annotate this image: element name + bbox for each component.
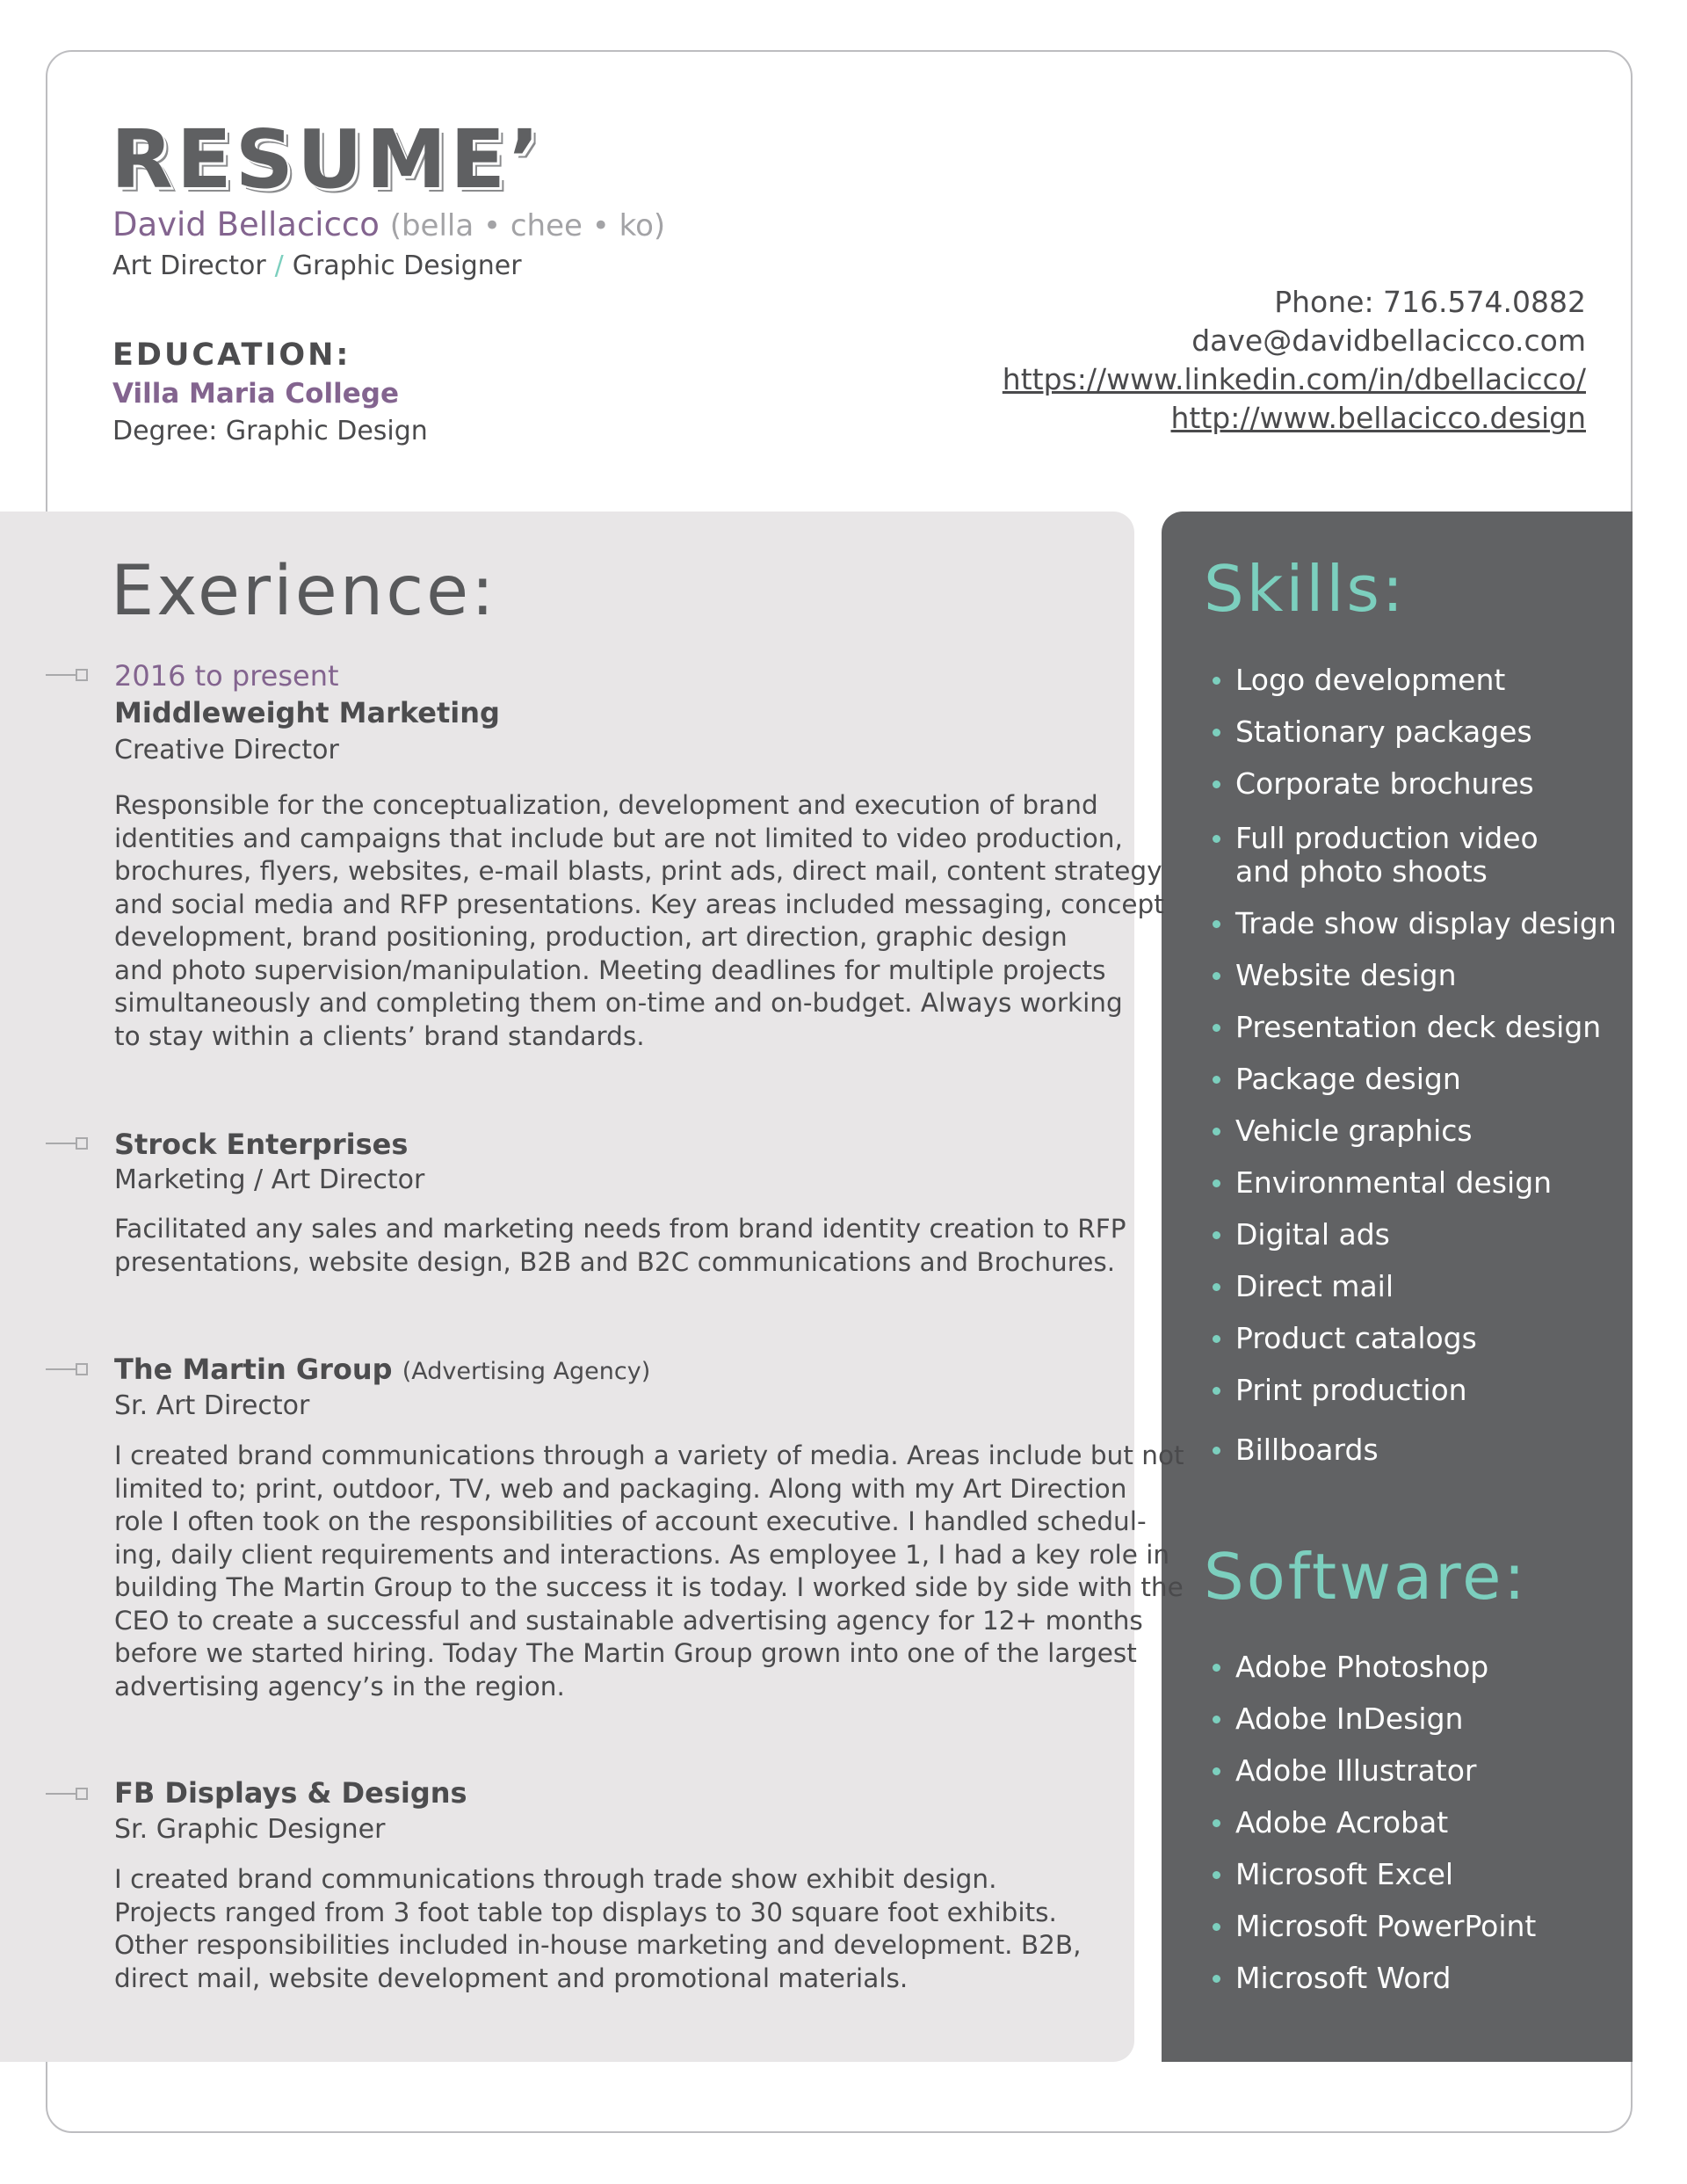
candidate-name: David Bellacicco	[112, 206, 380, 243]
timeline-tick	[46, 1368, 76, 1370]
timeline-box	[76, 669, 88, 681]
timeline-tick	[46, 1143, 76, 1144]
job-title: Sr. Art Director	[114, 1390, 310, 1421]
job-date: 2016 to present	[114, 659, 339, 693]
skill-item: Stationary packages	[1213, 715, 1617, 749]
resume-title: RESUME’	[111, 112, 543, 207]
name-pronunciation: (bella • chee • ko)	[389, 208, 666, 243]
skills-heading: Skills:	[1204, 552, 1407, 626]
software-heading: Software:	[1204, 1540, 1528, 1614]
skills-list	[1213, 664, 1617, 1467]
timeline-box	[76, 1137, 88, 1150]
job-company-note: (Advertising Agency)	[402, 1358, 651, 1385]
job-description: I created brand communications through a variety of media. Areas include but not limited to; print, outdoor, TV, web and packaging. Along with my Art Direction role I often took on the responsibilities of account executive. I handled schedul- ing, daily client requirements and interactions. As employee 1, I had a key role in building The Martin Group to the success it is today. I worked side by side with the CEO to create a successful and sustainable advertising agency for 12+ months before we started hiring. Today The Martin Group grown into one of the largest advertising agency’s in the region.	[114, 1440, 1184, 1701]
skill-item: Direct mail	[1213, 1270, 1617, 1303]
skill-item: Product catalogs	[1213, 1322, 1617, 1355]
contact-email[interactable]: dave@davidbellacicco.com	[1191, 323, 1586, 358]
software-item: Adobe Acrobat	[1213, 1806, 1536, 1839]
skill-item: Billboards	[1213, 1433, 1617, 1467]
skill-item: Website design	[1213, 959, 1617, 992]
role-separator: /	[274, 250, 284, 281]
role-primary: Art Director	[112, 250, 266, 281]
software-item: Adobe InDesign	[1213, 1702, 1536, 1736]
software-item: Microsoft PowerPoint	[1213, 1910, 1536, 1943]
software-item: Microsoft Word	[1213, 1962, 1536, 1995]
skill-item: Presentation deck design	[1213, 1011, 1617, 1044]
skill-item: Corporate brochures	[1213, 767, 1617, 801]
role-secondary: Graphic Designer	[292, 250, 522, 281]
skill-item: Trade show display design	[1213, 907, 1617, 940]
timeline-tick	[46, 674, 76, 676]
job-description: Responsible for the conceptualization, development and execution of brand identities and campaigns that include but are not limited to video production, brochures, flyers, websites, e-mail blasts, print ads, direct mail, content strategy and social media and RFP presentations. Key areas included messaging, concept development, brand positioning, production, art direction, graphic design and photo supervision/manipulation. Meeting deadlines for multiple projects simultaneously and completing them on-time and on-budget. Always working to stay within a clients’ brand standards.	[114, 790, 1164, 1051]
timeline-box	[76, 1788, 88, 1800]
experience-heading: Exerience:	[111, 552, 497, 631]
job-company: Middleweight Marketing	[114, 696, 500, 729]
job-company	[114, 1353, 650, 1386]
job-title: Creative Director	[114, 735, 339, 765]
software-item: Microsoft Excel	[1213, 1858, 1536, 1891]
skill-item: Package design	[1213, 1063, 1617, 1096]
education-degree: Degree: Graphic Design	[112, 416, 428, 446]
job-company-name: The Martin Group	[114, 1353, 393, 1386]
job-company: FB Displays & Designs	[114, 1776, 467, 1810]
contact-phone: Phone: 716.574.0882	[1274, 285, 1586, 319]
job-description: I created brand communications through trade show exhibit design. Projects ranged from 3 foot table top displays to 30 square foot exhibits. Other responsibilities included in-house marketing and development. B2B, direct mail, website development and promotional materials.	[114, 1864, 1082, 1993]
skill-item: Logo development	[1213, 664, 1617, 697]
contact-linkedin-link[interactable]: https://www.linkedin.com/in/dbellacicco/	[1002, 362, 1586, 396]
software-item: Adobe Illustrator	[1213, 1754, 1536, 1788]
education-school: Villa Maria College	[112, 378, 399, 410]
job-title: Marketing / Art Director	[114, 1165, 425, 1195]
role-line	[112, 250, 522, 281]
education-heading: EDUCATION:	[112, 337, 351, 373]
skill-item: Vehicle graphics	[1213, 1114, 1617, 1148]
skill-item: Environmental design	[1213, 1166, 1617, 1200]
timeline-box	[76, 1363, 88, 1375]
software-list	[1213, 1651, 1536, 1995]
skill-item: Print production	[1213, 1374, 1617, 1407]
skill-item: Full production video and photo shoots	[1213, 822, 1617, 889]
software-item: Adobe Photoshop	[1213, 1651, 1536, 1684]
job-description: Facilitated any sales and marketing needs from brand identity creation to RFP presentations, website design, B2B and B2C communications and Brochures.	[114, 1214, 1126, 1277]
skill-item: Digital ads	[1213, 1218, 1617, 1252]
contact-website-link[interactable]: http://www.bellacicco.design	[1170, 401, 1586, 435]
job-company: Strock Enterprises	[114, 1128, 409, 1161]
timeline-tick	[46, 1793, 76, 1795]
job-title: Sr. Graphic Designer	[114, 1814, 386, 1845]
name-line	[112, 206, 665, 243]
